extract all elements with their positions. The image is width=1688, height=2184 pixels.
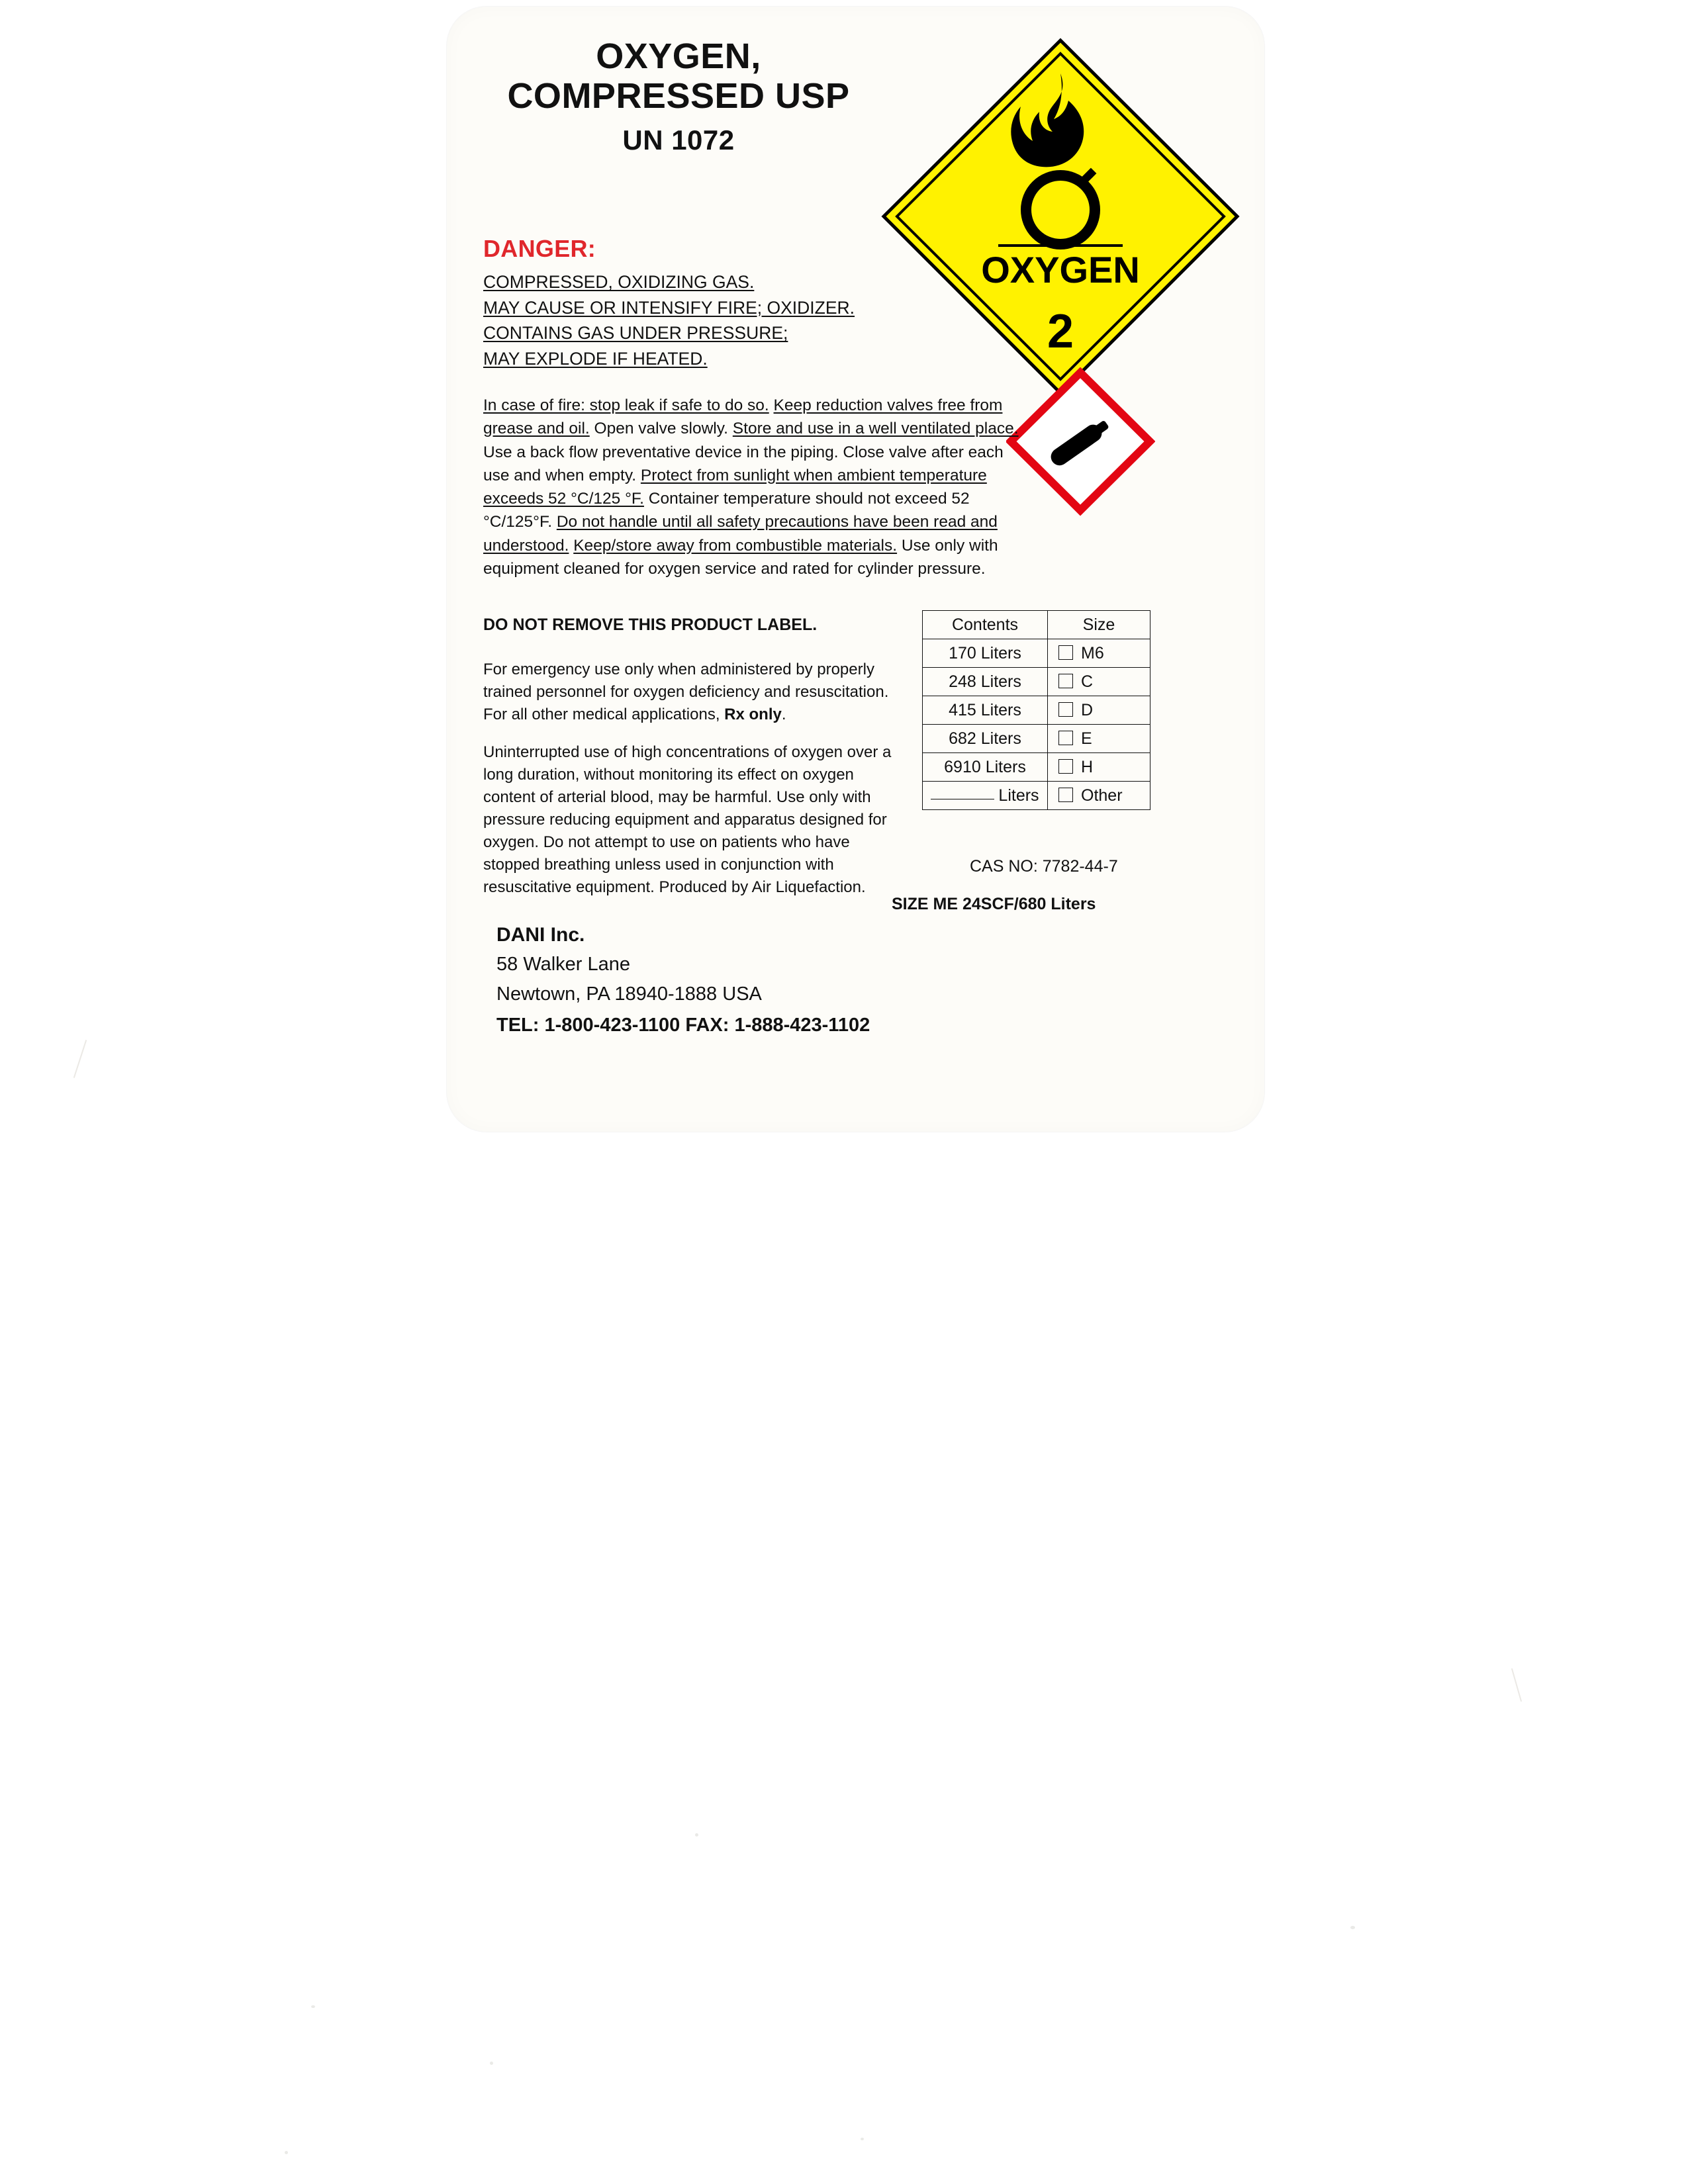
scan-artifact (1511, 1668, 1522, 1702)
scan-artifact (285, 2151, 288, 2154)
contents-size-table (922, 610, 1150, 810)
hazard-statement: CONTAINS GAS UNDER PRESSURE; (483, 323, 788, 343)
un-number: UN 1072 (622, 124, 735, 156)
checkbox-icon[interactable] (1058, 759, 1073, 774)
size-option[interactable] (1048, 753, 1150, 782)
scan-artifact (861, 2138, 864, 2140)
hazard-statement: MAY CAUSE OR INTENSIFY FIRE; OXIDIZER. (483, 297, 855, 318)
size-label: E (1081, 729, 1092, 748)
product-title-line-1: OXYGEN, (596, 36, 761, 76)
manufacturer-street: 58 Walker Lane (496, 954, 631, 975)
size-label: M6 (1081, 644, 1104, 662)
checkbox-icon[interactable] (1058, 645, 1073, 660)
placard-word: OXYGEN (981, 249, 1140, 291)
placard-class-number: 2 (1047, 305, 1074, 358)
column-header-size: Size (1048, 611, 1150, 639)
size-label: C (1081, 672, 1094, 691)
size-option[interactable] (1048, 668, 1150, 696)
column-header-contents: Contents (923, 611, 1048, 639)
scan-artifact (695, 1833, 698, 1837)
precautionary-statements: In case of fire: stop leak if safe to do so. Keep reduction valves free from grease and oil. Open valve slowly. Store and use in a well ventilated place. Use a back flow preventative device in the piping. Close valve after each use and when empty. Protect from sunlight when ambient temperature exceeds 52 °C/125 °F. Container temperature should not exceed 52 °C/125°F. Do not handle until all safety precautions have been read and understood. Keep/store away from combustible materials. Use only with equipment cleaned for oxygen service and rated for cylinder pressure. (483, 396, 1019, 578)
checkbox-icon[interactable] (1058, 674, 1073, 688)
table-row (923, 782, 1150, 810)
table-row (923, 696, 1150, 725)
contents-unit: Liters (998, 786, 1039, 805)
title-block (467, 36, 890, 156)
contents-value: 415 Liters (923, 696, 1048, 725)
manufacturer-phone: TEL: 1-800-423-1100 FAX: 1-888-423-1102 (496, 1014, 870, 1036)
oxygen-hazard-placard (880, 36, 1241, 397)
hazard-statement: MAY EXPLODE IF HEATED. (483, 349, 708, 369)
cas-number: CAS NO: 7782-44-7 (970, 857, 1118, 876)
checkbox-icon[interactable] (1058, 702, 1073, 717)
size-label: Other (1081, 786, 1123, 805)
table-row (923, 753, 1150, 782)
product-title-line-2: COMPRESSED USP (507, 76, 850, 116)
product-label-card (447, 7, 1264, 1132)
scan-artifact (1350, 1926, 1355, 1929)
danger-block (483, 235, 933, 372)
size-option[interactable] (1048, 782, 1150, 810)
contents-value: 248 Liters (923, 668, 1048, 696)
scan-artifact (490, 2062, 493, 2065)
hazard-statement-list (483, 269, 933, 372)
table-row (923, 725, 1150, 753)
manufacturer-name: DANI Inc. (496, 924, 585, 946)
size-option[interactable] (1048, 639, 1150, 668)
do-not-remove-notice: DO NOT REMOVE THIS PRODUCT LABEL. (483, 615, 818, 634)
contents-value-blank[interactable] (923, 782, 1048, 810)
contents-value: 6910 Liters (923, 753, 1048, 782)
table-row (923, 668, 1150, 696)
checkbox-icon[interactable] (1058, 731, 1073, 745)
contents-value: 682 Liters (923, 725, 1048, 753)
scan-artifact (311, 2005, 315, 2008)
scan-artifact (73, 1040, 87, 1078)
size-option[interactable] (1048, 725, 1150, 753)
danger-word: DANGER: (483, 235, 596, 262)
uninterrupted-use-paragraph: Uninterrupted use of high concentrations of oxygen over a long duration, without monitoring its effect on oxygen content of arterial blood, may be harmful. Use only with pressure reducing equipment and apparatus designed for oxygen. Do not attempt to use on patients who have stopped breathing unless used in conjunction with resuscitative equipment. Produced by Air Liquefaction. (483, 743, 892, 897)
contents-value: 170 Liters (923, 639, 1048, 668)
hazard-statement: COMPRESSED, OXIDIZING GAS. (483, 272, 755, 292)
checkbox-icon[interactable] (1058, 788, 1073, 802)
table-header-row (923, 611, 1150, 639)
page-title (467, 36, 890, 116)
size-option[interactable] (1048, 696, 1150, 725)
emergency-use-paragraph: For emergency use only when administered by properly trained personnel for oxygen deficiency and resuscitation. For all other medical applications, Rx only. (483, 660, 889, 724)
size-label: D (1081, 701, 1094, 719)
manufacturer-block (496, 920, 1092, 1040)
size-label: H (1081, 758, 1094, 776)
table-row (923, 639, 1150, 668)
size-designation: SIZE ME 24SCF/680 Liters (892, 895, 1096, 913)
manufacturer-city: Newtown, PA 18940-1888 USA (496, 983, 762, 1005)
